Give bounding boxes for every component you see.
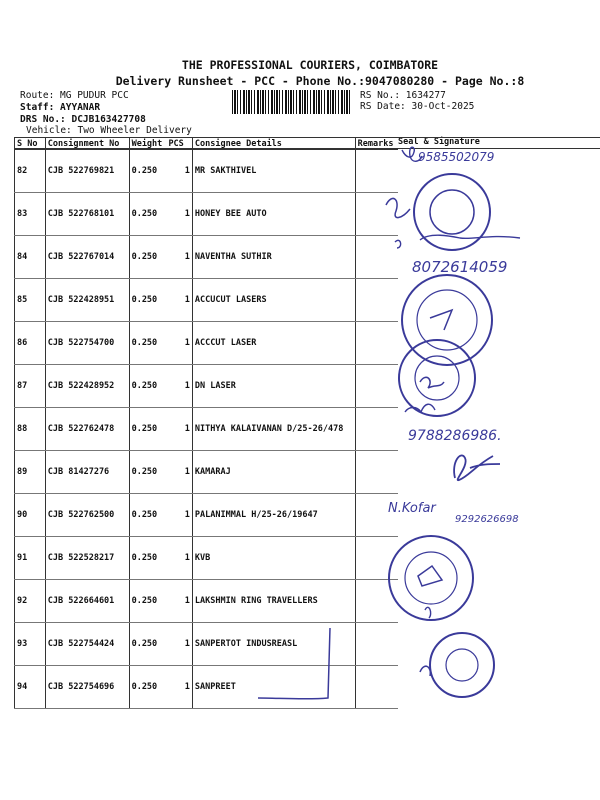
cell-remarks bbox=[355, 365, 398, 408]
table-row bbox=[15, 623, 399, 666]
cell-consignment: CJB 522754424 bbox=[45, 623, 129, 666]
cell-remarks bbox=[355, 322, 398, 365]
cell-consignment: CJB 522754700 bbox=[45, 322, 129, 365]
table-row bbox=[15, 537, 399, 580]
cell-consignee: SANPERTOT INDUSREASL bbox=[192, 623, 355, 666]
cell-pcs: 1 bbox=[166, 322, 192, 365]
header-line bbox=[14, 137, 600, 138]
stamp-honey-bee bbox=[414, 174, 490, 250]
cell-consignee: NITHYA KALAIVANAN D/25-26/478 bbox=[192, 408, 355, 451]
col-weight: Weight bbox=[129, 138, 166, 150]
cell-consignee: KVB bbox=[192, 537, 355, 580]
cell-consignment: CJB 522768101 bbox=[45, 193, 129, 236]
stamp-dn-laser bbox=[399, 340, 475, 416]
rs-number: RS No.: 1634277 bbox=[360, 90, 446, 101]
cell-consignment: CJB 522528217 bbox=[45, 537, 129, 580]
cell-sno: 90 bbox=[15, 494, 46, 537]
cell-consignment: CJB 522767014 bbox=[45, 236, 129, 279]
cell-pcs: 1 bbox=[166, 537, 192, 580]
handwritten-phone-82: 9585502079 bbox=[418, 150, 495, 164]
header-line-bottom bbox=[14, 148, 600, 149]
rs-date: RS Date: 30-Oct-2025 bbox=[360, 101, 475, 112]
cell-consignee: ACCCUT LASER bbox=[192, 322, 355, 365]
cell-sno: 82 bbox=[15, 150, 46, 193]
cell-weight: 0.250 bbox=[129, 580, 166, 623]
cell-weight: 0.250 bbox=[129, 537, 166, 580]
cell-pcs: 1 bbox=[166, 150, 192, 193]
cell-remarks bbox=[355, 537, 398, 580]
col-pcs: PCS bbox=[166, 138, 192, 150]
cell-pcs: 1 bbox=[166, 279, 192, 322]
cell-weight: 0.250 bbox=[129, 408, 166, 451]
col-consignment: Consignment No bbox=[45, 138, 129, 150]
table-row bbox=[15, 322, 399, 365]
cell-weight: 0.250 bbox=[129, 666, 166, 709]
signature-94 bbox=[420, 666, 430, 676]
cell-pcs: 1 bbox=[166, 580, 192, 623]
staff-label: Staff: AYYANAR bbox=[20, 102, 101, 113]
handwritten-phone-90: 9292626698 bbox=[455, 514, 519, 525]
cell-remarks bbox=[355, 580, 398, 623]
cell-sno: 93 bbox=[15, 623, 46, 666]
cell-consignment: CJB 522664601 bbox=[45, 580, 129, 623]
cell-consignee: LAKSHMIN RING TRAVELLERS bbox=[192, 580, 355, 623]
table-row bbox=[15, 279, 399, 322]
cell-weight: 0.250 bbox=[129, 150, 166, 193]
handwritten-phone-88: 9788286986. bbox=[408, 428, 502, 444]
handwritten-name-90: N.Kofar bbox=[388, 501, 436, 516]
stamp-accucut bbox=[402, 275, 492, 365]
cell-consignment: CJB 522428951 bbox=[45, 279, 129, 322]
cell-weight: 0.250 bbox=[129, 279, 166, 322]
runsheet-subtitle: Delivery Runsheet - PCC - Phone No.:9047080280 - Page No.:8 bbox=[115, 74, 525, 88]
table-row bbox=[15, 408, 399, 451]
table-row bbox=[15, 451, 399, 494]
cell-sno: 88 bbox=[15, 408, 46, 451]
cell-pcs: 1 bbox=[166, 494, 192, 537]
signature-84 bbox=[395, 235, 520, 248]
cell-consignee: KAMARAJ bbox=[192, 451, 355, 494]
cell-weight: 0.250 bbox=[129, 623, 166, 666]
runsheet-table bbox=[14, 137, 398, 709]
cell-sno: 85 bbox=[15, 279, 46, 322]
cell-remarks bbox=[355, 236, 398, 279]
cell-pcs: 1 bbox=[166, 408, 192, 451]
cell-sno: 94 bbox=[15, 666, 46, 709]
cell-remarks bbox=[355, 494, 398, 537]
cell-weight: 0.250 bbox=[129, 236, 166, 279]
cell-sno: 92 bbox=[15, 580, 46, 623]
cell-sno: 87 bbox=[15, 365, 46, 408]
cell-consignment: CJB 522428952 bbox=[45, 365, 129, 408]
col-seal-signature: Seal & Signature bbox=[398, 137, 480, 147]
cell-remarks bbox=[355, 408, 398, 451]
cell-consignee: HONEY BEE AUTO bbox=[192, 193, 355, 236]
cell-sno: 89 bbox=[15, 451, 46, 494]
cell-pcs: 1 bbox=[166, 193, 192, 236]
cell-pcs: 1 bbox=[166, 236, 192, 279]
cell-weight: 0.250 bbox=[129, 365, 166, 408]
cell-consignee: SANPREET bbox=[192, 666, 355, 709]
signature-92 bbox=[425, 607, 431, 618]
cell-remarks bbox=[355, 451, 398, 494]
cell-consignee: DN LASER bbox=[192, 365, 355, 408]
barcode bbox=[232, 90, 352, 114]
table-row bbox=[15, 666, 399, 709]
drs-number: DRS No.: DCJB163427708 bbox=[20, 114, 146, 125]
cell-consignment: CJB 81427276 bbox=[45, 451, 129, 494]
cell-consignment: CJB 522762500 bbox=[45, 494, 129, 537]
stamp-kvb-bank bbox=[389, 536, 473, 620]
table-row bbox=[15, 193, 399, 236]
table-row bbox=[15, 236, 399, 279]
signature-88 bbox=[405, 404, 435, 412]
table-row bbox=[15, 580, 399, 623]
cell-remarks bbox=[355, 666, 398, 709]
cell-remarks bbox=[355, 279, 398, 322]
cell-pcs: 1 bbox=[166, 666, 192, 709]
cell-weight: 0.250 bbox=[129, 494, 166, 537]
cell-consignment: CJB 522769821 bbox=[45, 150, 129, 193]
table-row bbox=[15, 494, 399, 537]
cell-pcs: 1 bbox=[166, 365, 192, 408]
company-title: THE PROFESSIONAL COURIERS, COIMBATORE bbox=[181, 58, 439, 72]
cell-consignment: CJB 522754696 bbox=[45, 666, 129, 709]
cell-remarks bbox=[355, 623, 398, 666]
cell-sno: 86 bbox=[15, 322, 46, 365]
vehicle-label: Vehicle: Two Wheeler Delivery bbox=[26, 125, 192, 136]
cell-consignment: CJB 522762478 bbox=[45, 408, 129, 451]
cell-weight: 0.250 bbox=[129, 451, 166, 494]
route-label: Route: MG PUDUR PCC bbox=[20, 90, 129, 101]
cell-remarks bbox=[355, 193, 398, 236]
cell-weight: 0.250 bbox=[129, 193, 166, 236]
col-sno: S No bbox=[15, 138, 46, 150]
cell-sno: 83 bbox=[15, 193, 46, 236]
stamp-sanpreet bbox=[430, 633, 494, 697]
table-row bbox=[15, 150, 399, 193]
signature-89 bbox=[454, 455, 500, 480]
signature-82 bbox=[402, 147, 422, 161]
cell-consignee: NAVENTHA SUTHIR bbox=[192, 236, 355, 279]
handwritten-phone-84: 8072614059 bbox=[412, 258, 508, 276]
col-remarks: Remarks bbox=[355, 138, 398, 150]
cell-pcs: 1 bbox=[166, 451, 192, 494]
table-row bbox=[15, 365, 399, 408]
cell-remarks bbox=[355, 150, 398, 193]
cell-pcs: 1 bbox=[166, 623, 192, 666]
cell-consignee: MR SAKTHIVEL bbox=[192, 150, 355, 193]
cell-consignee: PALANIMMAL H/25-26/19647 bbox=[192, 494, 355, 537]
cell-consignee: ACCUCUT LASERS bbox=[192, 279, 355, 322]
cell-sno: 84 bbox=[15, 236, 46, 279]
cell-weight: 0.250 bbox=[129, 322, 166, 365]
col-consignee: Consignee Details bbox=[192, 138, 355, 150]
cell-sno: 91 bbox=[15, 537, 46, 580]
